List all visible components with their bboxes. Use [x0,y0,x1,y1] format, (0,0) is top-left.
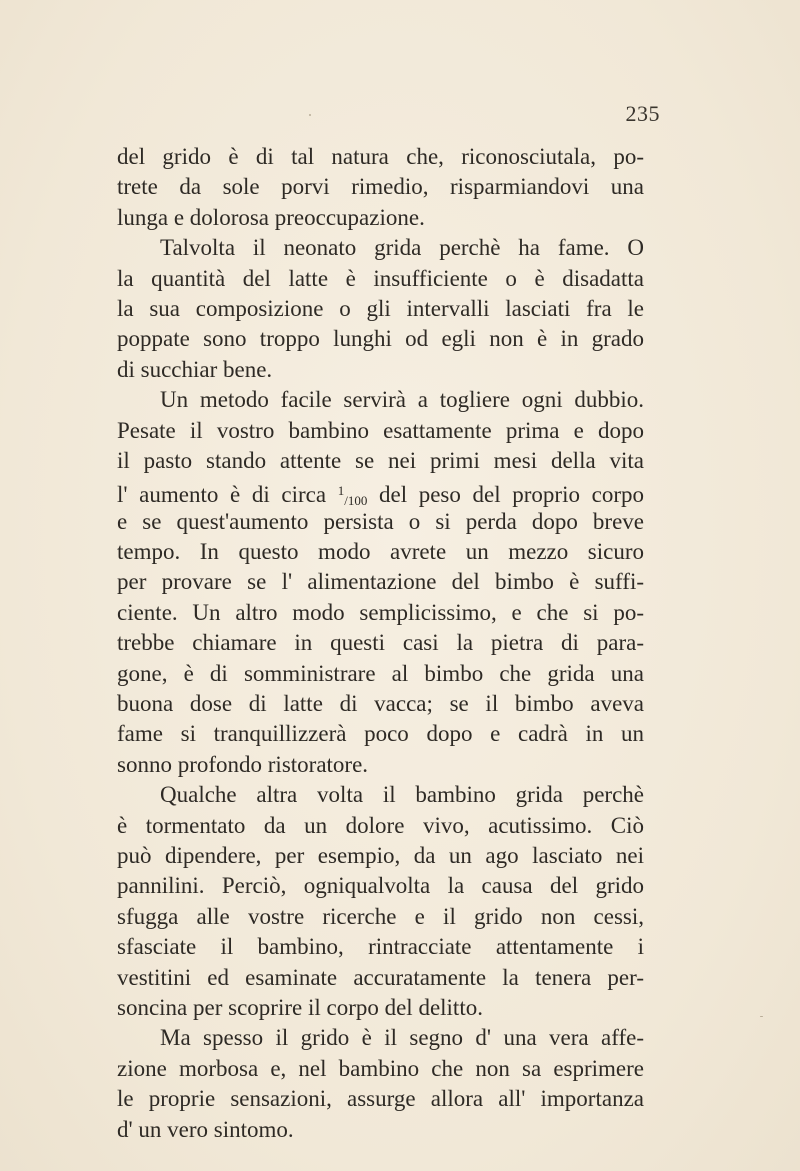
text-line: trete da sole porvi rimedio, risparmiandovi una [117,174,644,200]
text-line: gone, è di somministrare al bimbo che grida una [117,660,644,686]
text-line: le proprie sensazioni, assurge allora all' importanza [117,1086,644,1112]
fraction-denominator: 100 [347,493,368,509]
text-line: pannilini. Perciò, ogniqualvolta la causa del grido [117,873,644,899]
text-line: può dipendere, per esempio, da un ago lasciato nei [117,842,644,868]
text-line: zione morbosa e, nel bambino che non sa esprimere [117,1055,644,1081]
text-line: e se quest'aumento persista o si perda dopo breve [117,508,644,534]
text-line: d' un vero sintomo. [117,1116,294,1142]
text-line: fame si tranquillizzerà poco dopo e cadrà in un [117,721,644,747]
text-line: vestitini ed esaminate accuratamente la tenera per- [117,964,644,990]
fraction-numerator: 1 [337,483,345,499]
body-text [117,142,644,1145]
text-line: soncina per scoprire il corpo del delitto. [117,994,483,1020]
text-line: trebbe chiamare in questi casi la pietra di para- [117,630,644,656]
text-line: sonno profondo ristoratore. [117,751,369,777]
text-line: ciente. Un altro modo semplicissimo, e che si po- [117,599,644,625]
text-line: Un metodo facile servirà a togliere ogni dubbio. [160,387,644,413]
text-line: per provare se l' alimentazione del bimbo è suffi- [117,569,644,595]
text-line: Pesate il vostro bambino esattamente prima e dopo [117,417,644,443]
text-line: il pasto stando attente se nei primi mesi della vita [117,447,644,473]
text-line: è tormentato da un dolore vivo, acutissimo. Ciò [117,812,644,838]
text-line: sfugga alle vostre ricerche e il grido non cessi, [117,903,644,929]
text-segment: l' aumento è di circa [117,482,338,508]
text-line: Ma spesso il grido è il segno d' una vera affe- [160,1025,644,1051]
text-line: lunga e dolorosa preoccupazione. [117,204,425,230]
text-line: sfasciate il bambino, rintracciate attentamente i [117,934,644,960]
paper-speck [760,1016,763,1017]
fraction-slash: / [344,493,348,509]
text-line-with-fraction [117,476,644,509]
text-segment: del peso del proprio corpo [367,482,644,508]
text-line: tempo. In questo modo avrete un mezzo sicuro [117,539,644,565]
text-line: la quantità del latte è insufficiente o è disadatta [117,265,644,291]
text-line: di succhiar bene. [117,356,273,382]
page-number: 235 [625,101,660,126]
text-line: Qualche altra volta il bambino grida perchè [160,782,644,808]
text-line: la sua composizione o gli intervalli lasciati fra le [117,295,644,321]
text-line: poppate sono troppo lunghi od egli non è in grado [117,326,644,352]
paper-speck [309,114,311,116]
text-line: Talvolta il neonato grida perchè ha fame. O [160,235,644,261]
text-line: buona dose di latte di vacca; se il bimbo aveva [117,691,644,717]
text-line: del grido è di tal natura che, riconosciutala, po- [117,144,644,169]
